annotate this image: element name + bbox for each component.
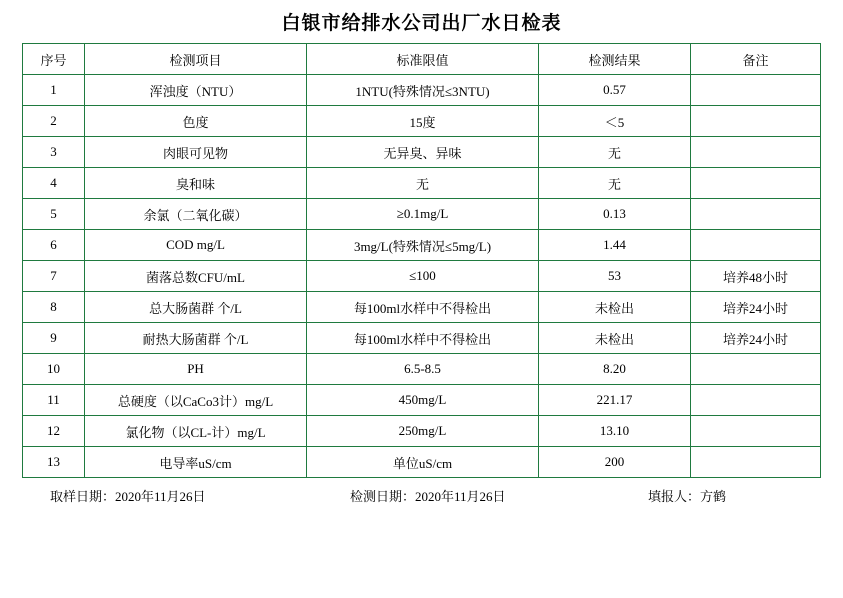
cell-limit: 6.5-8.5 <box>307 354 539 385</box>
cell-no: 7 <box>23 261 85 292</box>
table-container <box>0 43 843 478</box>
cell-remark <box>691 354 821 385</box>
table-row <box>23 385 821 416</box>
table-row <box>23 323 821 354</box>
cell-limit: 无异臭、异味 <box>307 137 539 168</box>
cell-result: 53 <box>539 261 691 292</box>
cell-item: 菌落总数CFU/mL <box>85 261 307 292</box>
cell-limit: 无 <box>307 168 539 199</box>
table-header-row <box>23 44 821 75</box>
column-header-result: 检测结果 <box>539 44 691 75</box>
cell-result: 0.13 <box>539 199 691 230</box>
document-footer <box>0 478 843 505</box>
cell-item: PH <box>85 354 307 385</box>
cell-remark <box>691 168 821 199</box>
cell-result: 无 <box>539 137 691 168</box>
page-title: 白银市给排水公司出厂水日检表 <box>281 13 562 34</box>
cell-result: 13.10 <box>539 416 691 447</box>
cell-remark <box>691 416 821 447</box>
test-date-label: 检测日期：2020年11月26日 <box>350 489 506 504</box>
table-row <box>23 292 821 323</box>
cell-remark <box>691 447 821 478</box>
cell-item: 色度 <box>85 106 307 137</box>
cell-item: 总硬度（以CaCo3计）mg/L <box>85 385 307 416</box>
cell-item: 总大肠菌群 个/L <box>85 292 307 323</box>
cell-no: 11 <box>23 385 85 416</box>
table-row <box>23 75 821 106</box>
cell-result: ＜5 <box>539 106 691 137</box>
cell-remark <box>691 230 821 261</box>
column-header-limit: 标准限值 <box>307 44 539 75</box>
cell-result: 200 <box>539 447 691 478</box>
water-quality-table <box>22 43 821 478</box>
column-header-no: 序号 <box>23 44 85 75</box>
column-header-item: 检测项目 <box>85 44 307 75</box>
cell-no: 1 <box>23 75 85 106</box>
reporter-label: 填报人：方鹤 <box>648 489 727 504</box>
cell-remark: 培养48小时 <box>691 261 821 292</box>
cell-limit: 450mg/L <box>307 385 539 416</box>
cell-no: 2 <box>23 106 85 137</box>
cell-item: 余氯（二氧化碳） <box>85 199 307 230</box>
table-row <box>23 199 821 230</box>
cell-limit: 250mg/L <box>307 416 539 447</box>
cell-remark <box>691 106 821 137</box>
cell-limit: 1NTU(特殊情况≤3NTU) <box>307 75 539 106</box>
table-row <box>23 230 821 261</box>
cell-item: COD mg/L <box>85 230 307 261</box>
cell-item: 电导率uS/cm <box>85 447 307 478</box>
cell-no: 4 <box>23 168 85 199</box>
cell-remark <box>691 385 821 416</box>
cell-no: 13 <box>23 447 85 478</box>
cell-no: 8 <box>23 292 85 323</box>
sampling-date-label: 取样日期：2020年11月26日 <box>50 489 206 504</box>
cell-remark <box>691 199 821 230</box>
cell-result: 未检出 <box>539 323 691 354</box>
cell-item: 氯化物（以CL-计）mg/L <box>85 416 307 447</box>
cell-item: 臭和味 <box>85 168 307 199</box>
cell-result: 221.17 <box>539 385 691 416</box>
cell-no: 5 <box>23 199 85 230</box>
cell-result: 8.20 <box>539 354 691 385</box>
cell-item: 肉眼可见物 <box>85 137 307 168</box>
cell-remark <box>691 75 821 106</box>
cell-no: 9 <box>23 323 85 354</box>
cell-remark: 培养24小时 <box>691 323 821 354</box>
cell-result: 无 <box>539 168 691 199</box>
cell-item: 浑浊度（NTU） <box>85 75 307 106</box>
table-row <box>23 354 821 385</box>
table-row <box>23 106 821 137</box>
table-row <box>23 447 821 478</box>
cell-result: 未检出 <box>539 292 691 323</box>
cell-limit: ≥0.1mg/L <box>307 199 539 230</box>
cell-limit: 15度 <box>307 106 539 137</box>
table-row <box>23 168 821 199</box>
cell-remark: 培养24小时 <box>691 292 821 323</box>
cell-limit: 每100ml水样中不得检出 <box>307 323 539 354</box>
cell-result: 0.57 <box>539 75 691 106</box>
cell-item: 耐热大肠菌群 个/L <box>85 323 307 354</box>
cell-no: 12 <box>23 416 85 447</box>
cell-limit: 每100ml水样中不得检出 <box>307 292 539 323</box>
table-row <box>23 261 821 292</box>
cell-limit: ≤100 <box>307 261 539 292</box>
cell-no: 6 <box>23 230 85 261</box>
cell-limit: 3mg/L(特殊情况≤5mg/L) <box>307 230 539 261</box>
table-row <box>23 137 821 168</box>
cell-result: 1.44 <box>539 230 691 261</box>
cell-remark <box>691 137 821 168</box>
cell-no: 3 <box>23 137 85 168</box>
table-row <box>23 416 821 447</box>
cell-no: 10 <box>23 354 85 385</box>
column-header-remark: 备注 <box>691 44 821 75</box>
cell-limit: 单位uS/cm <box>307 447 539 478</box>
